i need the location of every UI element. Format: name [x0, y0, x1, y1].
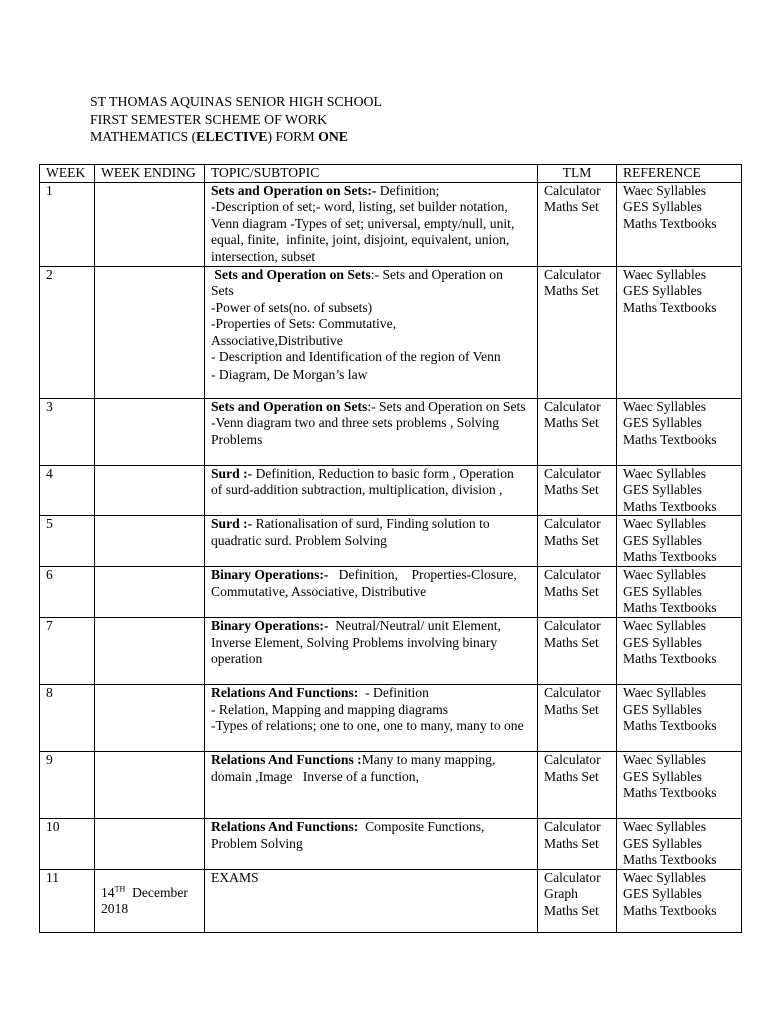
table-row [40, 516, 742, 567]
table-row [40, 567, 742, 618]
topic-cell: Surd :- Definition, Reduction to basic form , Operation of surd-addition subtraction, multiplication, division , [205, 465, 538, 516]
reference-cell: Waec Syllables GES Syllables Maths Textbooks [617, 567, 742, 618]
tlm-cell: Calculator Maths Set [538, 618, 617, 685]
reference-cell: Waec Syllables GES Syllables Maths Textbooks [617, 685, 742, 752]
subject-line: MATHEMATICS (ELECTIVE) FORM ONE [90, 129, 348, 144]
week-cell: 3 [40, 398, 95, 465]
table-row [40, 752, 742, 819]
tlm-cell: Calculator Graph Maths Set [538, 869, 617, 932]
topic-cell: Sets and Operation on Sets:- Sets and Operation on Sets -Venn diagram two and three sets problems , Solving Problems [205, 398, 538, 465]
tlm-cell: Calculator Maths Set [538, 752, 617, 819]
table-row [40, 266, 742, 398]
column-header-week-ending: WEEK ENDING [95, 165, 205, 183]
table-row [40, 465, 742, 516]
week-cell: 1 [40, 182, 95, 266]
tlm-cell: Calculator Maths Set [538, 266, 617, 398]
week-ending-cell [95, 618, 205, 685]
week-cell: 11 [40, 869, 95, 932]
week-ending-cell [95, 266, 205, 398]
table-row [40, 869, 742, 932]
week-cell: 6 [40, 567, 95, 618]
week-cell: 4 [40, 465, 95, 516]
table-row [40, 618, 742, 685]
table-header-row [40, 165, 742, 183]
column-header-topic: TOPIC/SUBTOPIC [205, 165, 538, 183]
topic-cell: Relations And Functions: Composite Functions, Problem Solving [205, 819, 538, 870]
week-cell: 8 [40, 685, 95, 752]
reference-cell: Waec Syllables GES Syllables Maths Textbooks [617, 752, 742, 819]
reference-cell: Waec Syllables GES Syllables Maths Textbooks [617, 869, 742, 932]
reference-cell: Waec Syllables GES Syllables Maths Textbooks [617, 398, 742, 465]
week-ending-cell [95, 182, 205, 266]
week-ending-cell [95, 465, 205, 516]
reference-cell: Waec Syllables GES Syllables Maths Textbooks [617, 465, 742, 516]
week-ending-cell [95, 819, 205, 870]
tlm-cell: Calculator Maths Set [538, 567, 617, 618]
week-cell: 7 [40, 618, 95, 685]
document-header [90, 93, 382, 146]
tlm-cell: Calculator Maths Set [538, 819, 617, 870]
table-row [40, 819, 742, 870]
reference-cell: Waec Syllables GES Syllables Maths Textbooks [617, 819, 742, 870]
reference-cell: Waec Syllables GES Syllables Maths Textbooks [617, 516, 742, 567]
reference-cell: Waec Syllables GES Syllables Maths Textbooks [617, 182, 742, 266]
column-header-tlm: TLM [538, 165, 617, 183]
column-header-reference: REFERENCE [617, 165, 742, 183]
topic-cell: Sets and Operation on Sets:- Sets and Operation on Sets -Power of sets(no. of subsets) -Properties of Sets: Commutative, Associative,Distributive - Description and Identification of the region of Venn - Diagram, De Morgan’s law [205, 266, 538, 398]
week-ending-cell [95, 752, 205, 819]
topic-cell: Relations And Functions: - Definition - Relation, Mapping and mapping diagrams -Types of relations; one to one, one to many, many to one [205, 685, 538, 752]
column-header-week: WEEK [40, 165, 95, 183]
tlm-cell: Calculator Maths Set [538, 465, 617, 516]
topic-cell: EXAMS [205, 869, 538, 932]
table-row [40, 685, 742, 752]
week-ending-cell: 14TH December 2018 [95, 869, 205, 932]
tlm-cell: Calculator Maths Set [538, 685, 617, 752]
topic-cell: Sets and Operation on Sets:- Definition; -Description of set;- word, listing, set builder notation, Venn diagram -Types of set; universal, empty/null, unit, equal, finite, infinite, joint, disjoint, equivalent, union, intersection, subset [205, 182, 538, 266]
tlm-cell: Calculator Maths Set [538, 182, 617, 266]
school-name: ST THOMAS AQUINAS SENIOR HIGH SCHOOL [90, 94, 382, 109]
topic-cell: Binary Operations:- Neutral/Neutral/ unit Element, Inverse Element, Solving Problems involving binary operation [205, 618, 538, 685]
topic-cell: Surd :- Rationalisation of surd, Finding solution to quadratic surd. Problem Solving [205, 516, 538, 567]
week-ending-cell [95, 516, 205, 567]
table-row [40, 182, 742, 266]
tlm-cell: Calculator Maths Set [538, 516, 617, 567]
document-title: FIRST SEMESTER SCHEME OF WORK [90, 111, 328, 127]
scheme-of-work-table [39, 164, 742, 933]
topic-cell: Relations And Functions :Many to many mapping, domain ,Image Inverse of a function, [205, 752, 538, 819]
week-cell: 5 [40, 516, 95, 567]
table-row [40, 398, 742, 465]
week-ending-cell [95, 567, 205, 618]
week-ending-cell [95, 685, 205, 752]
topic-cell: Binary Operations:- Definition, Properties-Closure, Commutative, Associative, Distributive [205, 567, 538, 618]
week-cell: 9 [40, 752, 95, 819]
tlm-cell: Calculator Maths Set [538, 398, 617, 465]
reference-cell: Waec Syllables GES Syllables Maths Textbooks [617, 618, 742, 685]
reference-cell: Waec Syllables GES Syllables Maths Textbooks [617, 266, 742, 398]
week-cell: 2 [40, 266, 95, 398]
week-ending-cell [95, 398, 205, 465]
week-cell: 10 [40, 819, 95, 870]
